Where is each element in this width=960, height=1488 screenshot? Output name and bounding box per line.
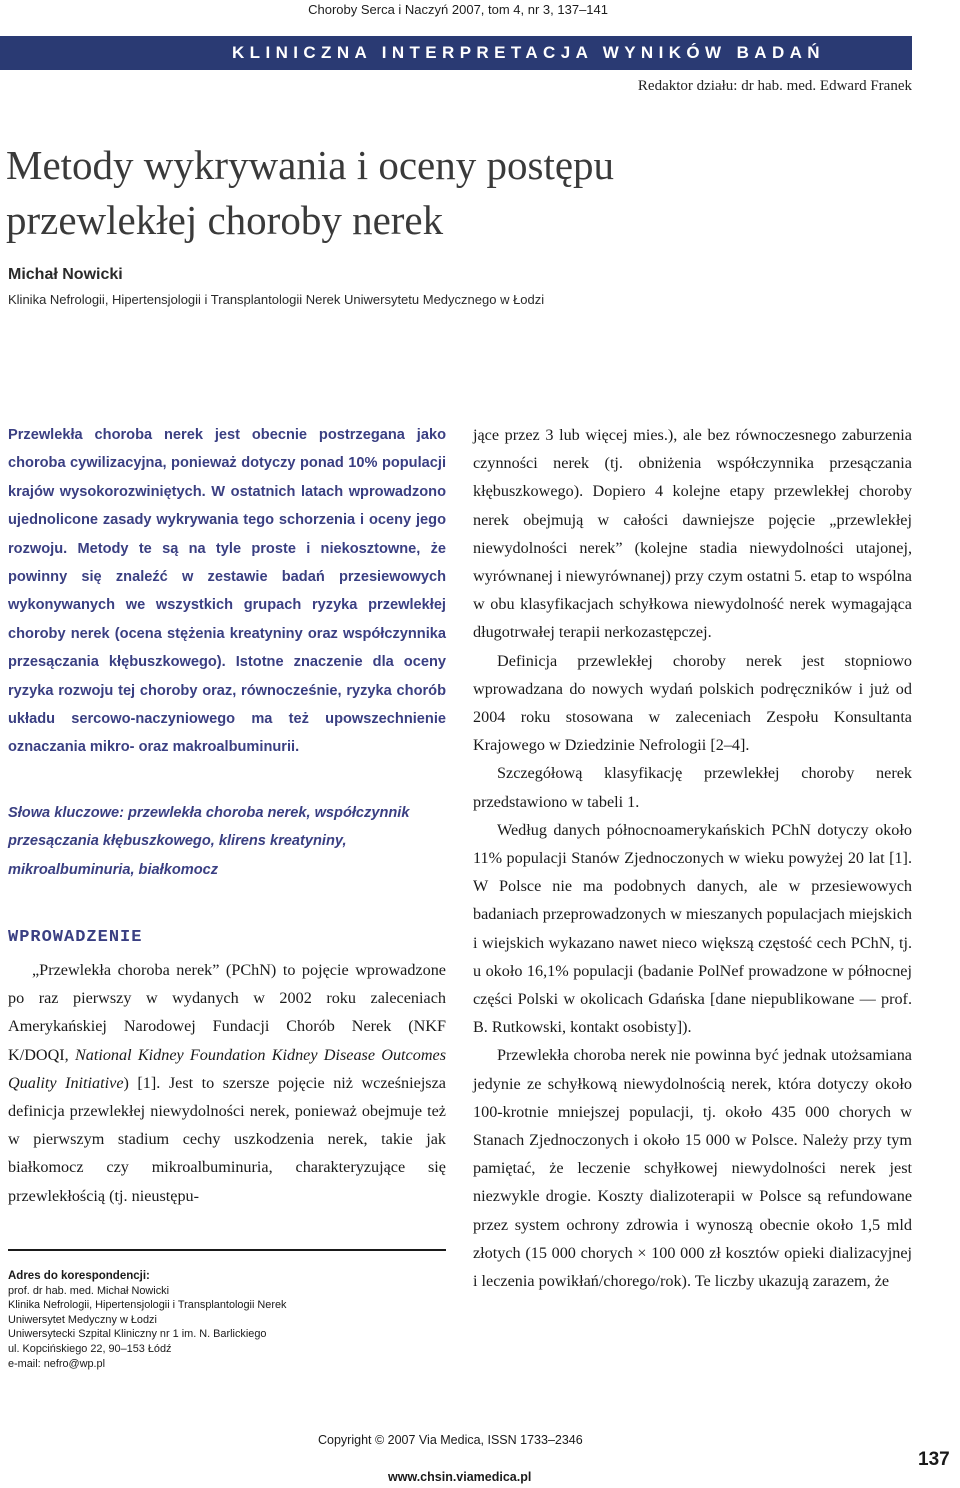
body-paragraph: Definicja przewlekłej choroby nerek jest stopniowo wprowadzana do nowych wydań polskich podręczników i już od 2004 roku stosowana w zaleceniach Zespołu Konsultanta Krajowego w Dziedzinie Nefrologii [2–4]. <box>473 651 912 755</box>
intro-text-italic: National Kidney Foundation Kidney Disease Outcomes Quality Initiative <box>8 1045 446 1092</box>
section-band <box>0 36 912 70</box>
section-title: KLINICZNA INTERPRETACJA WYNIKÓW BADAŃ <box>232 43 825 62</box>
address-line: Klinika Nefrologii, Hipertensjologii i Transplantologii Nerek <box>8 1299 287 1312</box>
address-line: Uniwersytecki Szpital Kliniczny nr 1 im. N. Barlickiego <box>8 1328 267 1341</box>
author-affiliation: Klinika Nefrologii, Hipertensjologii i Transplantologii Nerek Uniwersytetu Medycznego w Łodzi <box>8 292 545 307</box>
page-number: 137 <box>918 1449 950 1470</box>
intro-text-end: ) [1]. Jest to szersze pojęcie niż wcześniejsza definicja przewlekłej niewydolności nerek, ponieważ obejmuje też w pierwszym stadium cechy uszkodzenia nerek, takie jak białkomocz czy mikroalbuminuria, charakteryzujące się przewlekłością (tj. nieustępu- <box>8 1073 446 1205</box>
body-paragraph: jące przez 3 lub więcej mies.), ale bez równoczesnego zaburzenia czynności nerek (tj. obniżenia współczynnika przesączania kłębuszkowego). Dopiero 4 kolejne etapy przewlekłej choroby nerek obejmują w całości dawniejsze pojęcie „przewlekłej niewydolności nerek” (kolejne stadia niewydolności utajonej, wyrównanej i niewyrównanej) przy czym ostatni 5. etap to wspólna w obu klasyfikacjach schyłkowa niewydolność nerek wymagająca długotrwałej terapii nerkozastępczej. <box>473 426 912 642</box>
footer-copyright: Copyright © 2007 Via Medica, ISSN 1733–2346 <box>318 1433 583 1447</box>
journal-reference: Choroby Serca i Naczyń 2007, tom 4, nr 3, 137–141 <box>308 2 608 17</box>
keywords: Słowa kluczowe: przewlekła choroba nerek, współczynnik przesączania kłębuszkowego, klirens kreatyniny, mikroalbuminuria, białkomocz <box>8 805 410 878</box>
address-line: Uniwersytet Medyczny w Łodzi <box>8 1313 157 1326</box>
correspondence-address <box>8 1269 446 1371</box>
section-editor: Redaktor działu: dr hab. med. Edward Franek <box>637 78 912 94</box>
article-title: Metody wykrywania i oceny postępu przewlekłej choroby nerek <box>6 142 615 243</box>
address-email[interactable]: e-mail: nefro@wp.pl <box>8 1357 106 1370</box>
section-heading-introduction: WPROWADZENIE <box>8 928 143 947</box>
intro-text-start: „Przewlekła choroba nerek” (PChN) to pojęcie wprowadzone po raz pierwszy w wydanych w 2002 roku zaleceniach Amerykańskiej Narodowej Fundacji Chorób Nerek (NKF K/DOQI, <box>8 961 446 1064</box>
address-divider <box>8 1249 446 1251</box>
author-name: Michał Nowicki <box>8 266 123 283</box>
right-column <box>473 421 912 1295</box>
body-paragraph: Według danych północnoamerykańskich PChN dotyczy około 11% populacji Stanów Zjednoczonych w wieku powyżej 20 lat [1]. W Polsce nie ma podobnych danych, ale w przesiewowych badaniach przeprowadzonych w mieszanych populacjach miejskich i wiejskich wykazano nawet nieco większą częstość cech PChN, tj. u około 16,1% populacji (badanie PolNef prowadzone w północnej części Polski w okolicach Gdańska [dane niepublikowane — prof. B. Rutkowski, kontakt osobisty]). <box>473 820 912 1037</box>
address-line: prof. dr hab. med. Michał Nowicki <box>8 1284 169 1297</box>
abstract: Przewlekła choroba nerek jest obecnie postrzegana jako choroba cywilizacyjna, ponieważ dotyczy ponad 10% populacji krajów wysokorozwiniętych. W ostatnich latach wprowadzono ujednolicone zasady wykrywania tego schorzenia i oceny jego rozwoju. Metody te są na tyle proste i niekosztowne, że powinny się znaleźć w zestawie badań przesiewowych wykonywanych we wszystkich grupach ryzyka przewlekłej choroby nerek (ocena stężenia kreatyniny oraz współczynnika przesączania kłębuszkowego). Istotne znaczenie dla oceny ryzyka rozwoju tej choroby oraz, równocześnie, ryzyka chorób układu sercowo-naczyniowego ma też upowszechnienie oznaczania mikro- oraz makroalbuminurii. <box>8 427 446 756</box>
address-title: Adres do korespondencji: <box>8 1270 150 1282</box>
body-paragraph: Przewlekła choroba nerek nie powinna być jednak utożsamiana jedynie ze schyłkową niewydolnością nerek, która dotyczy około 100-krotnie mniejszej populacji, tj. około 435 000 chorych w Stanach Zjednoczonych i około 15 000 w Polsce. Należy przy tym pamiętać, że leczenie schyłkowej niewydolności nerek jest niezwykle drogie. Koszty dializoterapii w Polsce są refundowane przez system ochrony zdrowia i wynoszą obecnie około 1,5 mld złotych (15 000 chorych × 100 000 zł kosztów opieki dializacyjnej i leczenia powikłań/chorego/rok). Te liczby ukazują zarazem, że <box>473 1046 912 1291</box>
body-paragraph: Szczegółową klasyfikację przewlekłej choroby nerek przedstawiono w tabeli 1. <box>473 764 912 811</box>
footer-url-link[interactable]: www.chsin.viamedica.pl <box>388 1470 532 1484</box>
address-line: ul. Kopcińskiego 22, 90–153 Łódź <box>8 1342 172 1355</box>
intro-paragraph <box>8 956 446 1210</box>
